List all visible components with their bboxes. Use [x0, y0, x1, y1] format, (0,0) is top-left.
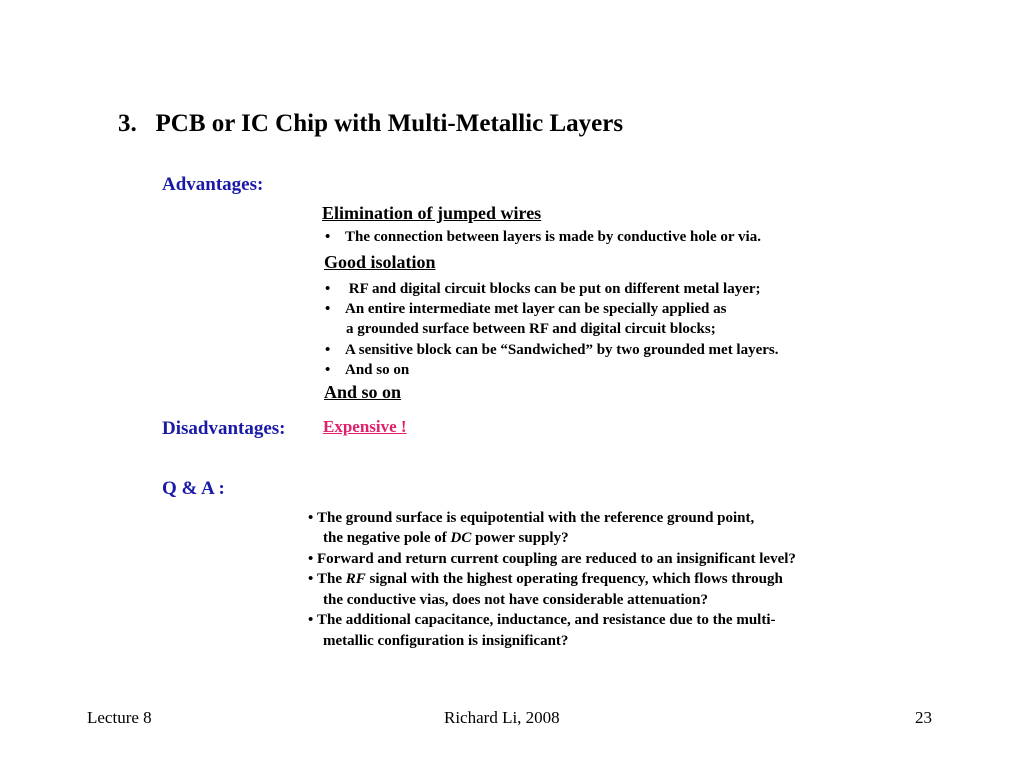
bullet-dot: • [325, 342, 331, 358]
qa-item: • The RF signal with the highest operating frequency, which flows through [308, 571, 783, 587]
qa-item: • Forward and return current coupling are reduced to an insignificant level? [308, 551, 796, 567]
qa-item-continuation: the negative pole of DC power supply? [323, 530, 569, 546]
bullet-dot: • [325, 301, 331, 317]
bullet-dot: • [308, 551, 318, 567]
bullet-item: • RF and digital circuit blocks can be put on different metal layer; [325, 281, 761, 297]
dc-emphasis: DC [450, 530, 472, 546]
footer-lecture: Lecture 8 [87, 708, 152, 727]
bullet-continuation: a grounded surface between RF and digital circuit blocks; [346, 321, 716, 337]
bullet-dot: • [325, 281, 331, 297]
bullet-dot: • [325, 229, 331, 245]
bullet-item: • The connection between layers is made by conductive hole or via. [325, 229, 761, 245]
qa-heading: Q & A : [162, 478, 225, 499]
advantage-title-and-so-on: And so on [324, 382, 402, 402]
bullet-dot: • [308, 510, 318, 526]
bullet-dot: • [308, 571, 318, 587]
qa-item: • The ground surface is equipotential with the reference ground point, [308, 510, 755, 526]
advantages-heading: Advantages: [162, 174, 264, 195]
rf-emphasis: RF [345, 571, 366, 587]
slide-page-number: 23 [915, 708, 932, 727]
slide-title [118, 110, 623, 138]
disadvantages-heading: Disadvantages: [162, 418, 286, 439]
bullet-item: • A sensitive block can be “Sandwiched” by two grounded met layers. [325, 342, 779, 358]
bullet-item: • An entire intermediate met layer can be specially applied as [325, 301, 727, 317]
footer-author: Richard Li, 2008 [444, 708, 560, 727]
qa-item: • The additional capacitance, inductance, and resistance due to the multi- [308, 612, 776, 628]
qa-item-continuation: the conductive vias, does not have considerable attenuation? [323, 592, 709, 608]
bullet-item: • And so on [325, 362, 410, 378]
advantage-title-isolation: Good isolation [324, 252, 436, 272]
slide-number: 3. [118, 110, 137, 137]
slide-title-text: PCB or IC Chip with Multi-Metallic Layers [155, 110, 624, 137]
bullet-dot: • [308, 612, 318, 628]
disadvantage-value: Expensive ! [323, 417, 407, 436]
qa-item-continuation: metallic configuration is insignificant? [323, 633, 569, 649]
bullet-dot: • [325, 362, 331, 378]
advantage-title-jumped-wires: Elimination of jumped wires [322, 203, 542, 223]
